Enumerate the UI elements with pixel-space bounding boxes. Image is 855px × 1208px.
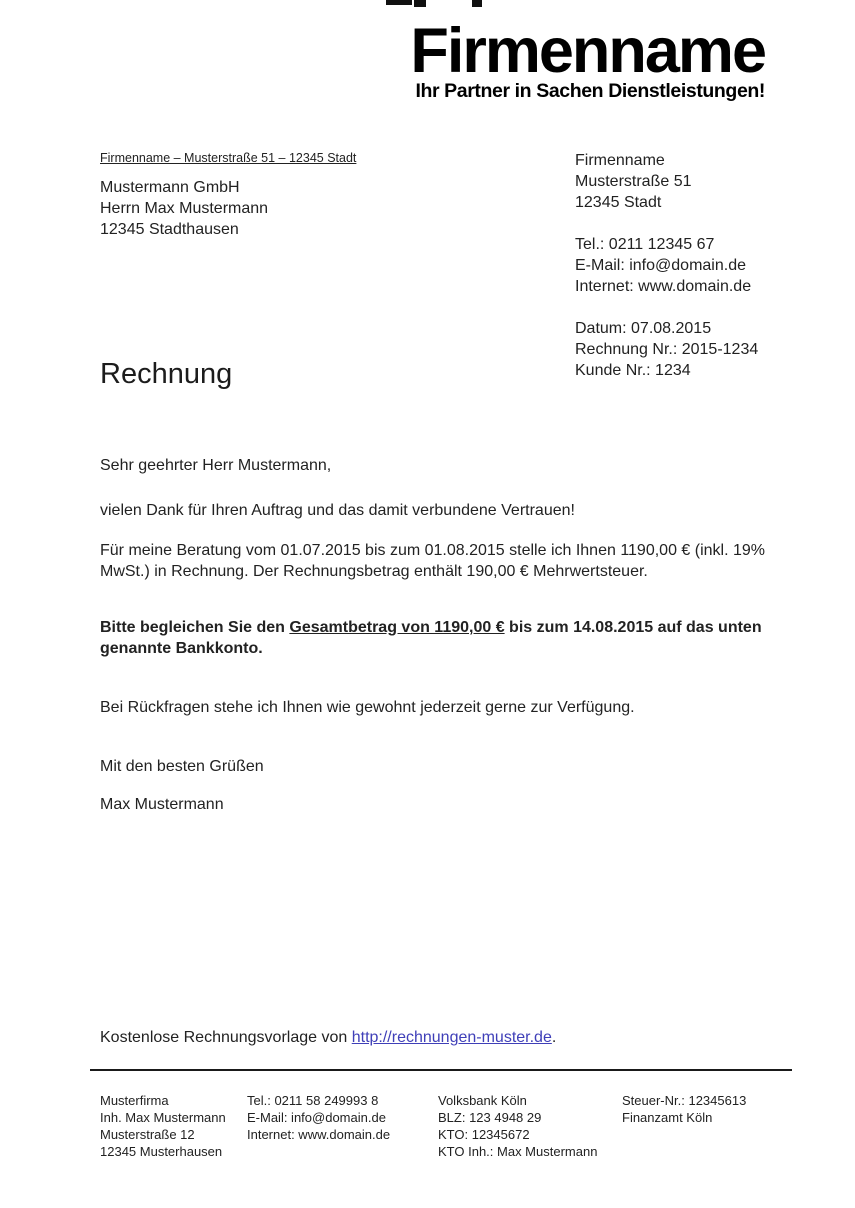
footer-phone: Tel.: 0211 58 249993 8	[247, 1093, 379, 1108]
footer-tax-number: Steuer-Nr.: 12345613	[622, 1093, 747, 1108]
footer-bank-blz: BLZ: 123 4948 29	[438, 1110, 542, 1125]
footer-bank-column	[438, 1092, 597, 1160]
sender-info-block	[575, 150, 758, 381]
footer-contact-column	[247, 1092, 390, 1143]
signature-name: Max Mustermann	[100, 796, 224, 813]
recipient-address	[100, 177, 268, 240]
footer-company-city: 12345 Musterhausen	[100, 1144, 223, 1159]
sender-street: Musterstraße 51	[575, 173, 692, 190]
template-credit-suffix: .	[551, 1029, 557, 1046]
recipient-city: 12345 Stadthausen	[100, 221, 239, 238]
footer-company-street: Musterstraße 12	[100, 1127, 195, 1142]
closing-line: Mit den besten Grüßen	[100, 758, 264, 775]
sender-address-group	[575, 150, 758, 213]
footer-tax-office: Finanzamt Köln	[622, 1110, 713, 1125]
sender-contact-group	[575, 234, 758, 297]
footer-tax-column	[622, 1092, 746, 1126]
letter-body	[100, 455, 770, 815]
company-logo	[410, 18, 765, 103]
template-credit-prefix: Kostenlose Rechnungsvorlage von	[100, 1029, 352, 1046]
recipient-name: Mustermann GmbH	[100, 179, 240, 196]
sender-email: E-Mail: info@domain.de	[575, 257, 746, 274]
footer-company-column	[100, 1092, 226, 1160]
company-logo-tagline: Ihr Partner in Sachen Dienstleistungen!	[415, 80, 765, 103]
service-description: Für meine Beratung vom 01.07.2015 bis zum 01.08.2015 stelle ich Ihnen 1190,00 € (inkl. 19% MwSt.) in Rechnung. Der Rechnungsbetrag enthält 190,00 € Mehrwertsteuer.	[100, 542, 766, 580]
invoice-number: Rechnung Nr.: 2015-1234	[575, 341, 759, 358]
thanks-line: vielen Dank für Ihren Auftrag und das damit verbundene Vertrauen!	[100, 502, 575, 519]
sender-name: Firmenname	[575, 152, 665, 169]
recipient-contact-person: Herrn Max Mustermann	[100, 200, 269, 217]
salutation: Sehr geehrter Herr Mustermann,	[100, 457, 332, 474]
invoice-meta-group	[575, 318, 758, 381]
footer-website: Internet: www.domain.de	[247, 1127, 391, 1142]
template-source-link[interactable]: http://rechnungen-muster.de	[351, 1029, 552, 1046]
payment-request-prefix: Bitte begleichen Sie den	[100, 619, 290, 636]
footer-company-owner: Inh. Max Mustermann	[100, 1110, 226, 1125]
footer-bank-account: KTO: 12345672	[438, 1127, 530, 1142]
sender-phone: Tel.: 0211 12345 67	[575, 236, 715, 253]
availability-line: Bei Rückfragen stehe ich Ihnen wie gewohnt jederzeit gerne zur Verfügung.	[100, 699, 635, 716]
footer-bank-name: Volksbank Köln	[438, 1093, 527, 1108]
template-credit-note	[100, 1029, 556, 1047]
payment-total-underlined: Gesamtbetrag von 1190,00 €	[289, 619, 505, 636]
scan-artifact	[472, 0, 482, 7]
footer-email: E-Mail: info@domain.de	[247, 1110, 386, 1125]
footer-divider	[90, 1069, 792, 1071]
customer-number: Kunde Nr.: 1234	[575, 362, 691, 379]
scan-artifact	[414, 0, 426, 7]
footer-bank-holder: KTO Inh.: Max Mustermann	[438, 1144, 598, 1159]
payment-request	[100, 617, 770, 659]
sender-website: Internet: www.domain.de	[575, 278, 752, 295]
payment-request-suffix: bis zum 14.08.2015 auf das unten genannte Bankkonto.	[100, 619, 762, 657]
sender-return-address: Firmenname – Musterstraße 51 – 12345 Stadt	[100, 151, 357, 165]
scan-artifact	[386, 0, 412, 5]
footer-company-name: Musterfirma	[100, 1093, 169, 1108]
sender-city: 12345 Stadt	[575, 194, 662, 211]
company-logo-title: Firmenname	[410, 16, 765, 86]
page-title: Rechnung	[100, 358, 233, 390]
invoice-date: Datum: 07.08.2015	[575, 320, 712, 337]
